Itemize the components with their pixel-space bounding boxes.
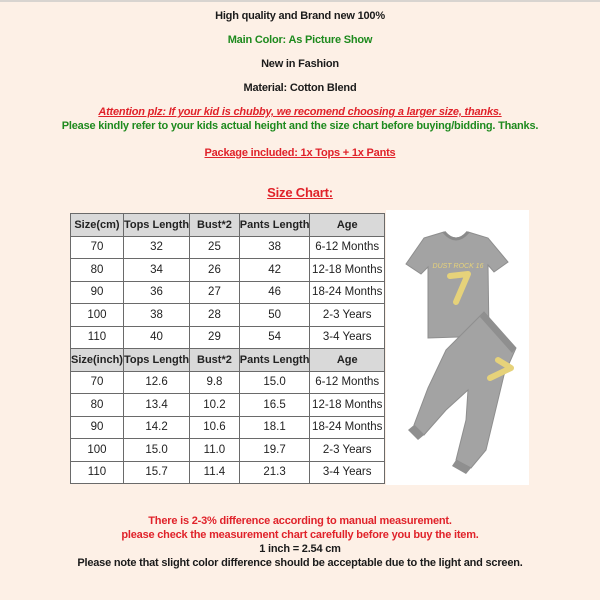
main-color-line: Main Color: As Picture Show xyxy=(227,34,373,46)
table-cell: 21.3 xyxy=(239,461,310,484)
table-cell: 11.0 xyxy=(190,439,240,462)
table-cell: 32 xyxy=(123,236,189,259)
column-header: Tops Length xyxy=(123,349,189,372)
fashion-line: New in Fashion xyxy=(261,58,339,70)
table-cell: 36 xyxy=(123,281,189,304)
outfit-illustration xyxy=(386,210,529,485)
column-header: Pants Length xyxy=(239,349,310,372)
color-difference-note: Please note that slight color difference should be acceptable due to the light and screen. xyxy=(77,557,523,569)
column-header: Tops Length xyxy=(123,214,189,237)
table-cell: 3-4 Years xyxy=(310,461,385,484)
table-cell: 19.7 xyxy=(239,439,310,462)
table-cell: 3-4 Years xyxy=(310,326,385,349)
table-cell: 6-12 Months xyxy=(310,371,385,394)
table-cell: 38 xyxy=(123,304,189,327)
table-cell: 2-3 Years xyxy=(310,439,385,462)
table-cell: 25 xyxy=(190,236,240,259)
table-row xyxy=(71,236,385,259)
table-row xyxy=(71,416,385,439)
inch-conversion: 1 inch = 2.54 cm xyxy=(259,543,341,555)
table-row xyxy=(71,394,385,417)
column-header: Bust*2 xyxy=(190,349,240,372)
column-header: Age xyxy=(310,349,385,372)
table-cell: 110 xyxy=(71,461,124,484)
table-cell: 10.6 xyxy=(190,416,240,439)
table-cell: 12-18 Months xyxy=(310,259,385,282)
attention-notice: Attention plz: If your kid is chubby, we recomend choosing a larger size, thanks. xyxy=(98,106,502,118)
table-cell: 14.2 xyxy=(123,416,189,439)
table-header-row-inch xyxy=(71,349,385,372)
table-row xyxy=(71,461,385,484)
pants-shape xyxy=(408,312,516,474)
refer-size-notice: Please kindly refer to your kids actual height and the size chart before buying/bidding. Thanks. xyxy=(61,120,539,132)
table-cell: 70 xyxy=(71,236,124,259)
table-row xyxy=(71,281,385,304)
table-cell: 18-24 Months xyxy=(310,416,385,439)
table-cell: 9.8 xyxy=(190,371,240,394)
table-cell: 2-3 Years xyxy=(310,304,385,327)
column-header: Age xyxy=(310,214,385,237)
table-cell: 15.0 xyxy=(123,439,189,462)
table-cell: 29 xyxy=(190,326,240,349)
column-header: Size(cm) xyxy=(71,214,124,237)
table-cell: 13.4 xyxy=(123,394,189,417)
table-cell: 27 xyxy=(190,281,240,304)
table-cell: 26 xyxy=(190,259,240,282)
table-cell: 80 xyxy=(71,394,124,417)
table-cell: 50 xyxy=(239,304,310,327)
size-chart-table xyxy=(70,213,385,484)
material-line: Material: Cotton Blend xyxy=(243,82,357,94)
table-row xyxy=(71,326,385,349)
table-cell: 15.7 xyxy=(123,461,189,484)
table-cell: 100 xyxy=(71,304,124,327)
size-chart-title: Size Chart: xyxy=(267,185,333,200)
table-cell: 34 xyxy=(123,259,189,282)
table-cell: 12.6 xyxy=(123,371,189,394)
table-cell: 54 xyxy=(239,326,310,349)
table-cell: 46 xyxy=(239,281,310,304)
shirt-print-text: DUST ROCK 16 xyxy=(432,263,484,270)
table-row xyxy=(71,304,385,327)
table-cell: 15.0 xyxy=(239,371,310,394)
table-row xyxy=(71,371,385,394)
column-header: Size(inch) xyxy=(71,349,124,372)
table-cell: 10.2 xyxy=(190,394,240,417)
column-header: Pants Length xyxy=(239,214,310,237)
product-image xyxy=(386,210,529,485)
table-cell: 90 xyxy=(71,416,124,439)
table-cell: 18-24 Months xyxy=(310,281,385,304)
table-cell: 110 xyxy=(71,326,124,349)
table-cell: 38 xyxy=(239,236,310,259)
table-row xyxy=(71,259,385,282)
table-header-row-cm xyxy=(71,214,385,237)
quality-line: High quality and Brand new 100% xyxy=(215,10,385,22)
table-cell: 100 xyxy=(71,439,124,462)
table-cell: 28 xyxy=(190,304,240,327)
table-cell: 12-18 Months xyxy=(310,394,385,417)
measurement-difference-note: There is 2-3% difference according to manual measurement. xyxy=(148,515,452,527)
table-cell: 16.5 xyxy=(239,394,310,417)
column-header: Bust*2 xyxy=(190,214,240,237)
table-cell: 70 xyxy=(71,371,124,394)
package-included: Package included: 1x Tops + 1x Pants xyxy=(204,147,396,159)
table-cell: 42 xyxy=(239,259,310,282)
table-cell: 90 xyxy=(71,281,124,304)
table-cell: 80 xyxy=(71,259,124,282)
table-cell: 18.1 xyxy=(239,416,310,439)
table-cell: 11.4 xyxy=(190,461,240,484)
table-cell: 6-12 Months xyxy=(310,236,385,259)
check-chart-note: please check the measurement chart carefully before you buy the item. xyxy=(121,529,479,541)
table-cell: 40 xyxy=(123,326,189,349)
table-row xyxy=(71,439,385,462)
